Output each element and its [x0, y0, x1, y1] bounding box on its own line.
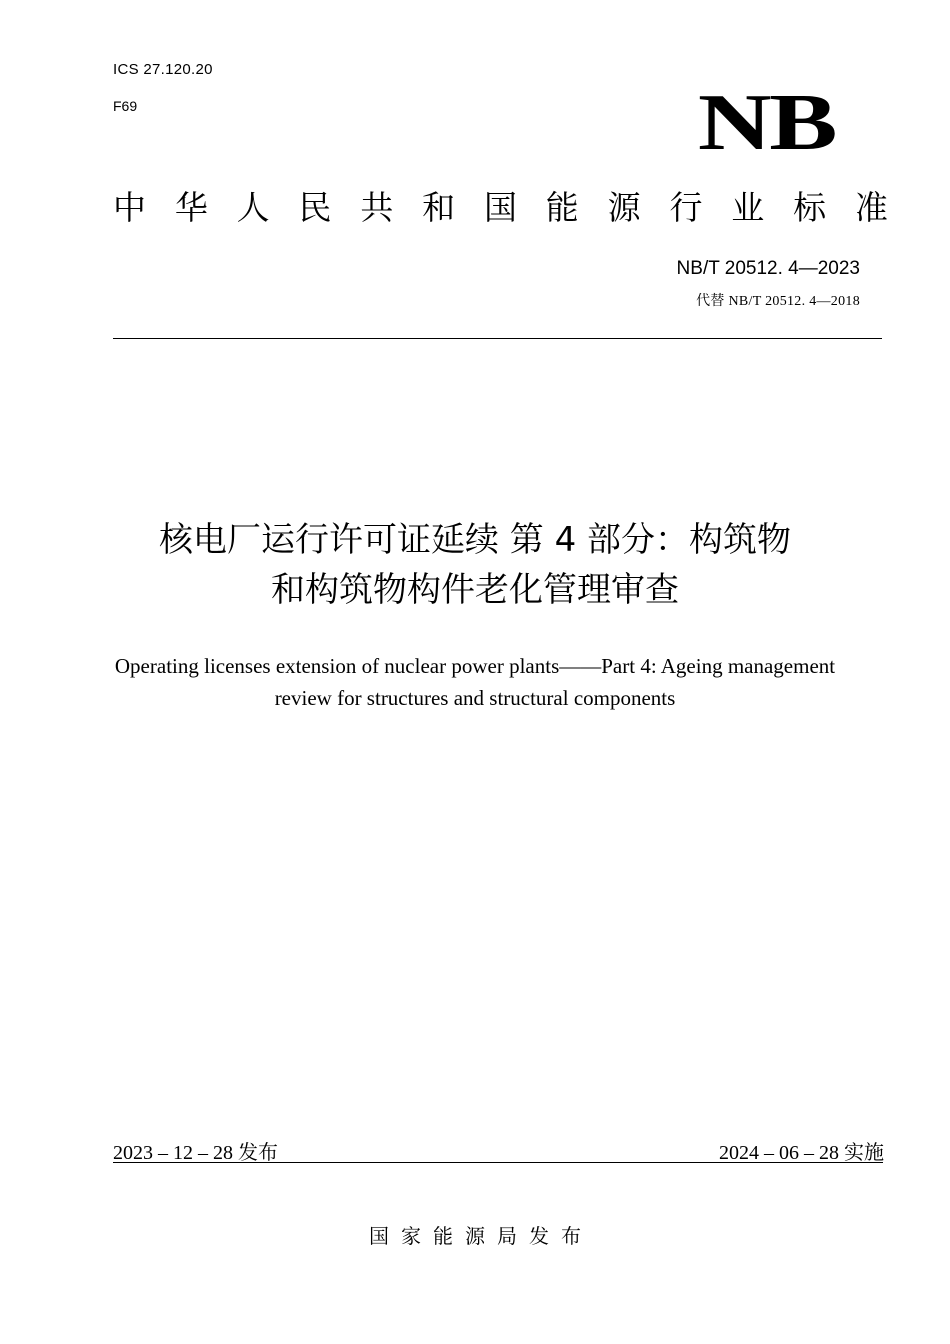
- standard-category-char: 标: [793, 188, 827, 227]
- standard-category-char: 人: [236, 188, 270, 227]
- standard-category-char: 中: [113, 188, 146, 227]
- release-date: 2023 – 12 – 28 发布: [113, 1142, 278, 1164]
- standard-category-char: 和: [422, 188, 456, 227]
- standard-category-char: 民: [298, 188, 332, 227]
- standard-category-char: 国: [483, 188, 517, 227]
- ics-code: ICS 27.120.20: [113, 61, 213, 78]
- classification-code: F69: [113, 98, 138, 114]
- document-title-en-line2: review for structures and structural components: [274, 686, 676, 710]
- standard-category-char: 行: [669, 188, 703, 227]
- standard-category-char: 能: [545, 188, 579, 227]
- standard-number: NB/T 20512. 4—2023: [676, 258, 860, 279]
- document-title-en-line1: Operating licenses extension of nuclear power plants——Part 4: Ageing management: [114, 654, 836, 678]
- standard-category-char: 华: [174, 188, 208, 227]
- standard-category-char: 共: [360, 188, 394, 227]
- publisher: 国家能源局发布: [369, 1224, 593, 1248]
- document-title-en: [60, 650, 890, 714]
- document-title-cn: [60, 515, 890, 615]
- footer-divider: [113, 1162, 883, 1163]
- document-title-cn-line2: 和构筑物构件老化管理审查: [271, 570, 679, 610]
- standard-category-char: 准: [854, 188, 888, 227]
- standard-category-char: 源: [607, 188, 641, 227]
- header-divider: [113, 338, 882, 339]
- standard-category-title: [113, 186, 888, 230]
- standard-category-char: 业: [731, 188, 765, 227]
- effective-date: 2024 – 06 – 28 实施: [719, 1142, 884, 1164]
- replaces-standard: 代替 NB/T 20512. 4—2018: [696, 294, 860, 309]
- nb-logo: NB: [697, 79, 835, 167]
- document-title-cn-line1: 核电厂运行许可证延续 第 4 部分：构筑物: [158, 520, 792, 560]
